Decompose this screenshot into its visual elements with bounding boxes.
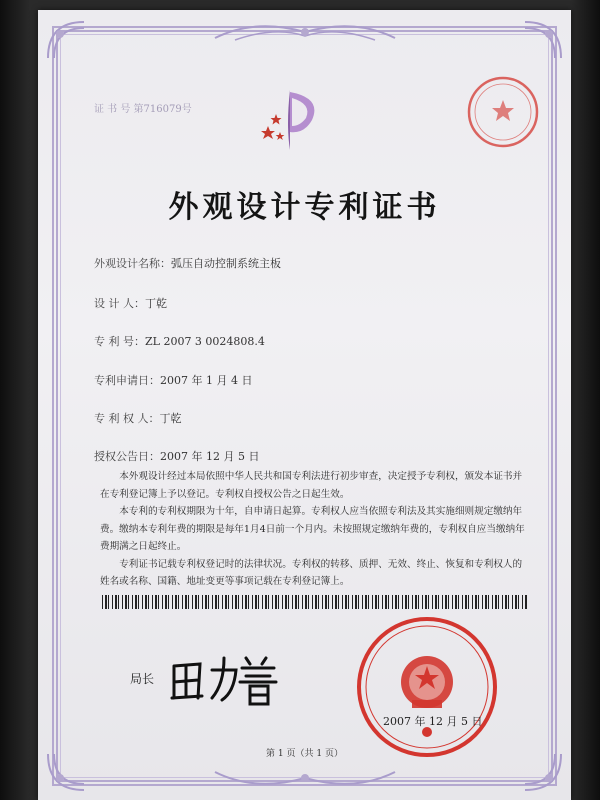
bottom-ornament — [205, 764, 405, 792]
large-official-seal — [352, 612, 502, 762]
body-paragraph: 本外观设计经过本局依照中华人民共和国专利法进行初步审查，决定授予专利权，颁发本证书并在专利登记簿上予以登记。专利权自授权公告之日起生效。 — [100, 471, 523, 500]
certificate-title: 外观设计专利证书 — [168, 190, 441, 225]
field-label: 专利申请日： — [94, 374, 160, 387]
issue-date: 2007 年 12 月 5 日 — [383, 715, 483, 728]
filing-date-value: 2007 年 1 月 4 日 — [160, 374, 253, 387]
small-official-seal — [463, 72, 543, 152]
body-paragraph: 本专利的专利权期限为十年，自申请日起算。专利权人应当依照专利法及其实施细则规定缴纳年费。缴纳本专利年费的期限是每年1月4日前一个月内。未按照规定缴纳年费的，专利权自应当缴纳年费期满之日起终止。 — [100, 506, 525, 552]
field-label: 专 利 权 人： — [94, 412, 160, 425]
field-label: 外观设计名称： — [94, 257, 171, 270]
filing-date-row — [94, 372, 252, 388]
designer-value: 丁乾 — [145, 297, 167, 310]
body-paragraph: 专利证书记载专利权登记时的法律状况。专利权的转移、质押、无效、终止、恢复和专利权人的姓名或名称、国籍、地址变更等事项记载在专利登记簿上。 — [100, 558, 523, 587]
patentee-value: 丁乾 — [159, 412, 182, 425]
field-label: 设 计 人： — [94, 297, 145, 310]
certificate-paper — [38, 10, 571, 800]
field-label: 专 利 号： — [94, 335, 145, 348]
patent-number-row — [94, 333, 265, 349]
page-number: 第 1 页（共 1 页） — [266, 749, 343, 759]
patentee-row — [94, 410, 182, 426]
barcode — [102, 595, 528, 609]
announce-date-value: 2007 年 12 月 5 日 — [160, 450, 260, 463]
certificate-body — [100, 468, 525, 591]
field-label: 授权公告日： — [94, 450, 160, 463]
director-label: 局长 — [130, 672, 155, 686]
top-ornament — [205, 18, 405, 46]
designer-row — [94, 295, 167, 311]
announce-date-row — [94, 448, 259, 464]
patent-office-logo — [256, 86, 326, 156]
certificate-number: 证 书 号 第716079号 — [94, 104, 192, 115]
design-name-value: 弧压自动控制系统主板 — [171, 257, 281, 270]
director-signature — [166, 648, 286, 708]
design-name-row — [94, 255, 281, 271]
corner-ornament — [44, 18, 90, 64]
corner-ornament — [519, 18, 565, 64]
patent-number-value: ZL 2007 3 0024808.4 — [145, 335, 265, 348]
